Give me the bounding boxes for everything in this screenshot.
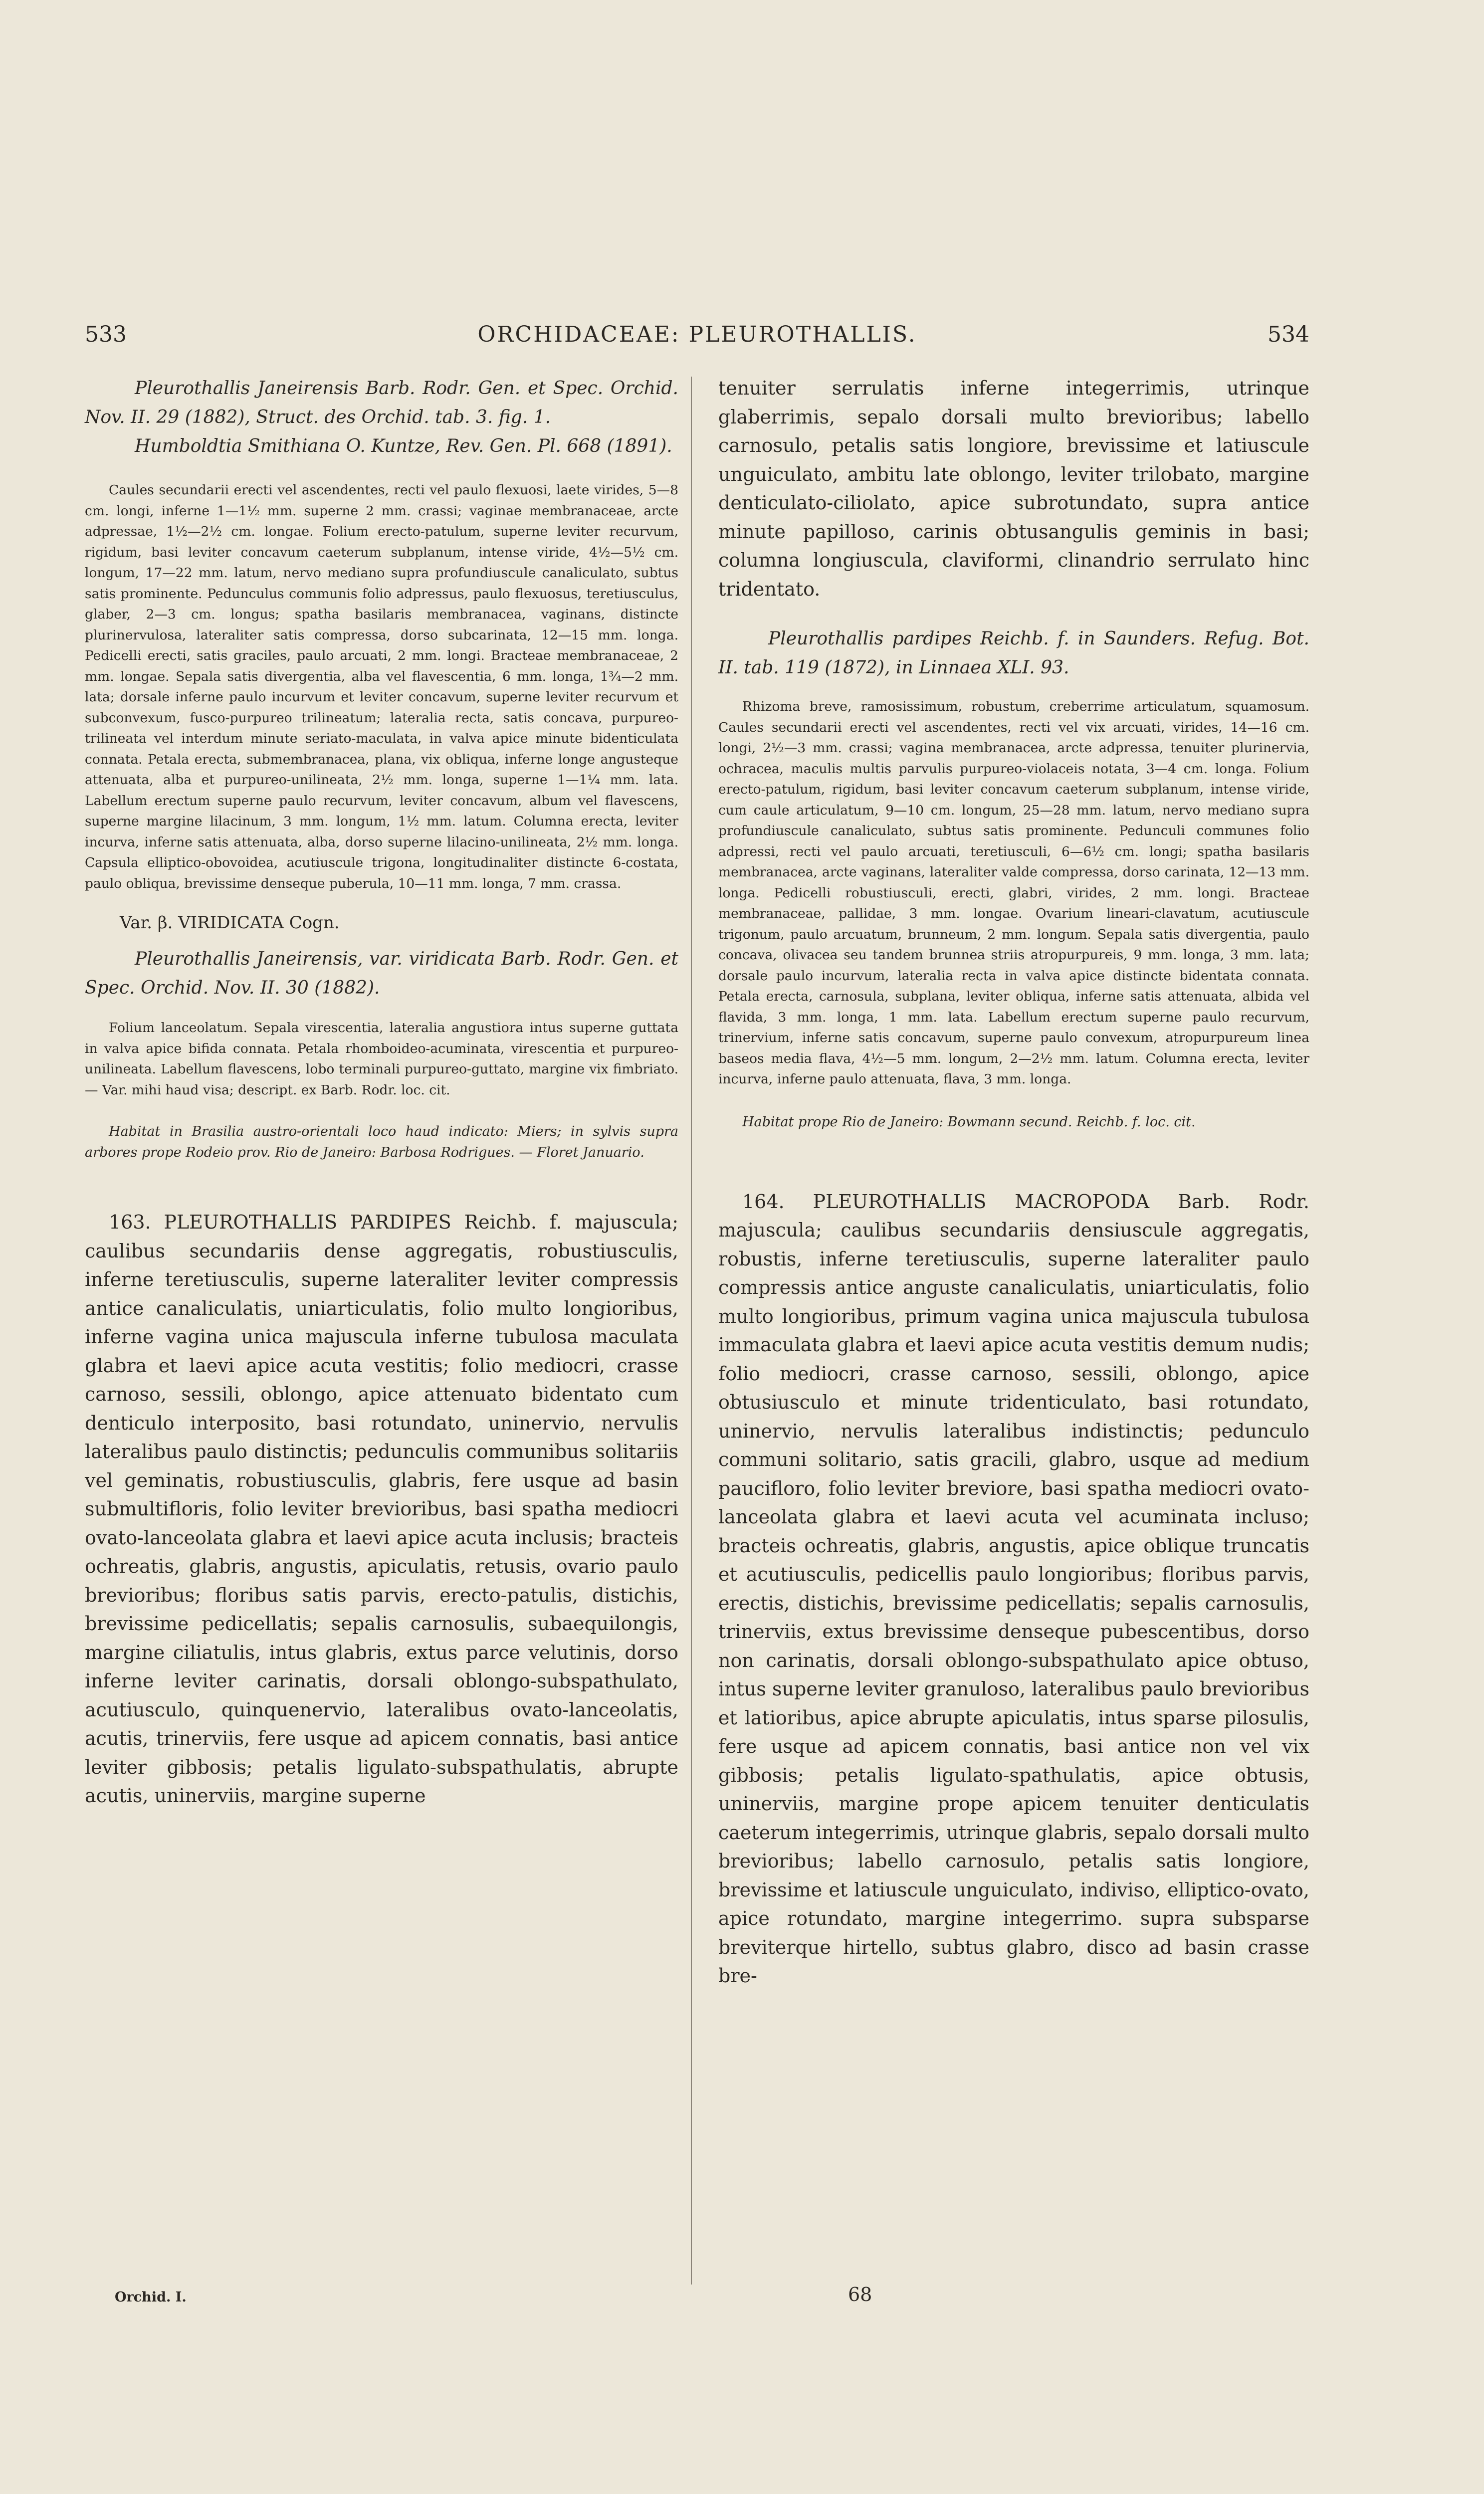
page-number-left: 533: [85, 322, 127, 347]
citation-humboldtia: Humboldtia Smithiana O. Kuntze, Rev. Gen. Pl. 668 (1891).: [135, 436, 672, 456]
habitat-pardipes: Habitat prope Rio de Janeiro: Bowmann secund. Reichb. f. loc. cit.: [742, 1114, 1196, 1130]
running-title: ORCHIDACEAE: PLEUROTHALLIS.: [477, 322, 917, 347]
signature-mark: Orchid. I.: [115, 2289, 187, 2305]
citation-pardipes: Pleurothallis pardipes Reichb. f. in Saunders. Refug. Bot. II. tab. 119 (1872), in Linnaea XLI. 93.: [718, 628, 1309, 678]
citation-janeirensis: Pleurothallis Janeirensis Barb. Rodr. Gen. et Spec. Orchid. Nov. II. 29 (1882), Struct. des Orchid. tab. 3. fig. 1.: [85, 378, 678, 427]
variety-heading: Var. β. VIRIDICATA Cogn.: [120, 913, 340, 933]
species-163-pardipes: 163. PLEUROTHALLIS PARDIPES Reichb. f. majuscula; caulibus secundariis dense aggregatis, robustiusculis, inferne teretiusculis, superne lateraliter leviter compressis antice canaliculatis, uniarticulatis, folio multo longioribus, inferne vagina unica majuscula inferne tubulosa maculata glabra et laevi apice acuta vestitis; folio mediocri, crasse carnoso, sessili, oblongo, apice attenuato bidentato cum denticulo interposito, basi rotundato, uninervio, nervulis lateralibus paulo distinctis; pedunculis communibus solitariis vel geminatis, robustiusculis, glabris, fere usque ad basin submultifloris, folio leviter brevioribus, basi spatha mediocri ovato-lanceolata glabra et laevi apice acuta inclusis; bracteis ochreatis, glabris, angustis, apiculatis, retusis, ovario paulo brevioribus; floribus satis parvis, erecto-patulis, distichis, brevissime pedicellatis; sepalis carnosulis, subaequilongis, margine ciliatulis, intus glabris, extus parce velutinis, dorso inferne leviter carinatis, dorsali oblongo-subspathulato, acutiusculo, quinquenervio, lateralibus ovato-lanceolatis, acutis, trinerviis, fere usque ad apicem connatis, basi antice leviter gibbosis; petalis ligulato-subspathulatis, abrupte acutis, uninerviis, margine superne: [85, 1211, 678, 1807]
column-divider: [691, 377, 692, 2285]
species-164-macropoda: 164. PLEUROTHALLIS MACROPODA Barb. Rodr. majuscula; caulibus secundariis densiuscule aggregatis, robustis, inferne teretiusculis, superne lateraliter paulo compressis antice anguste canaliculatis, uniarticulatis, folio multo longioribus, primum vagina unica majuscula tubulosa immaculata glabra et laevi apice acuta vestitis demum nudis; folio mediocri, crasse carnoso, sessili, oblongo, apice obtusiusculo et minute tridenticulato, basi rotundato, uninervio, nervulis lateralibus indistinctis; pedunculo communi solitario, satis gracili, glabro, usque ad medium paucifloro, folio leviter breviore, basi spatha mediocri ovato-lanceolata glabra et laevi acuta vel acuminata incluso; bracteis ochreatis, glabris, angustis, apice oblique truncatis et acutiusculis, pedicellis paulo longioribus; floribus parvis, erectis, distichis, brevissime pedicellatis; sepalis carnosulis, trinerviis, extus brevissime denseque pubescentibus, dorso non carinatis, dorsali oblongo-subspathulato apice obtuso, intus superne leviter granuloso, lateralibus paulo brevioribus et latioribus, apice abrupte apiculatis, intus sparse pilosulis, fere usque ad apicem connatis, basi antice non vel vix gibbosis; petalis ligulato-spathulatis, apice obtusis, uninerviis, margine prope apicem tenuiter denticulatis caeterum integerrimis, utrinque glabris, sepalo dorsali multo brevioribus; labello carnosulo, petalis satis longiore, brevissime et latiuscule unguiculato, indiviso, elliptico-ovato, apice rotundato, margine integerrimo. supra subsparse breviterque hirtello, subtus glabro, disco ad basin crasse bre-: [718, 1190, 1309, 1987]
continued-text: tenuiter serrulatis inferne integerrimis, utrinque glaberrimis, sepalo dorsali multo brevioribus; labello carnosulo, petalis satis longiore, brevissime et latiuscule unguiculato, ambitu late oblongo, leviter trilobato, margine denticulato-ciliolato, apice subrotundato, supra antice minute papilloso, carinis obtusangulis geminis in basi; columna longiuscula, claviformi, clinandrio serrulato hinc tridentato.: [718, 377, 1309, 600]
right-column: [718, 374, 1309, 1991]
description-janeirensis: Caules secundarii erecti vel ascendentes, recti vel paulo flexuosi, laete virides, 5—8 cm. longi, inferne 1—1½ mm. superne 2 mm. crassi; vaginae membranaceae, arcte adpressae, 1½—2½ cm. longae. Folium erecto-patulum, superne leviter recurvum, rigidum, basi leviter concavum caeterum subplanum, intense viride, 4½—5½ cm. longum, 17—22 mm. latum, nervo mediano supra profundiuscule canaliculato, subtus satis prominente. Pedunculus communis folio adpressus, paulo flexuosus, teretiusculus, glaber, 2—3 cm. longus; spatha basilaris membranacea, vaginans, distincte plurinervulosa, lateraliter satis compressa, dorso subcarinata, 12—15 mm. longa. Pedicelli erecti, satis graciles, paulo arcuati, 2 mm. longi. Bracteae membranaceae, 2 mm. longae. Sepala satis divergentia, alba vel flavescentia, 6 mm. longa, 1¾—2 mm. lata; dorsale inferne paulo incurvum et leviter concavum, superne leviter recurvum et subconvexum, fusco-purpureo trilineatum; lateralia recta, satis concava, purpureo-trilineata vel interdum minute seriato-maculata, in valva apice minute bidenticulata connata. Petala erecta, submembranacea, plana, vix obliqua, inferne longe angusteque attenuata, alba et purpureo-unilineata, 2½ mm. longa, superne 1—1¼ mm. lata. Labellum erectum superne paulo recurvum, leviter concavum, album vel flavescens, superne margine lilacinum, 3 mm. longum, 1½ mm. latum. Columna erecta, leviter incurva, inferne satis attenuata, alba, dorso superne lilacino-unilineata, 2½ mm. longa. Capsula elliptico-obovoidea, acutiuscule trigona, longitudinaliter distincte 6-costata, paulo obliqua, brevissime denseque puberula, 10—11 mm. longa, 7 mm. crassa.: [85, 482, 678, 891]
gathering-number: 68: [848, 2284, 872, 2305]
left-column: [85, 374, 678, 1811]
citation-viridicata: Pleurothallis Janeirensis, var. viridicata Barb. Rodr. Gen. et Spec. Orchid. Nov. II. 30 (1882).: [85, 949, 678, 998]
habitat-janeirensis: Habitat in Brasilia austro-orientali loco haud indicato: Miers; in sylvis supra arbores prope Rodeio prov. Rio de Janeiro: Barbosa Rodrigues. — Floret Januario.: [85, 1124, 678, 1160]
page-number-right: 534: [1268, 322, 1309, 347]
description-viridicata: Folium lanceolatum. Sepala virescentia, lateralia angustiora intus superne guttata in valva apice bifida connata. Petala rhomboideo-acuminata, virescentia et purpureo-unilineata. Labellum flavescens, lobo terminali purpureo-guttato, margine vix fimbriato. — Var. mihi haud visa; descript. ex Barb. Rodr. loc. cit.: [85, 1020, 678, 1098]
description-pardipes: Rhizoma breve, ramosissimum, robustum, creberrime articulatum, squamosum. Caules secundarii erecti vel ascendentes, recti vel vix arcuati, virides, 14—16 cm. longi, 2½—3 mm. crassi; vagina membranacea, arcte adpressa, tenuiter plurinervia, ochracea, maculis multis parvulis purpureo-violaceis notata, 3—4 cm. longa. Folium erecto-patulum, rigidum, basi leviter concavum caeterum subplanum, intense viride, cum caule articulatum, 9—10 cm. longum, 25—28 mm. latum, nervo mediano supra profundiuscule canaliculato, subtus satis prominente. Pedunculi communes folio adpressi, recti vel paulo arcuati, teretiusculi, 6—6½ cm. longi; spatha basilaris membranacea, arcte vaginans, lateraliter valde compressa, dorso carinata, 12—13 mm. longa. Pedicelli robustiusculi, erecti, glabri, virides, 2 mm. longi. Bracteae membranaceae, pallidae, 3 mm. longae. Ovarium lineari-clavatum, acutiuscule trigonum, paulo arcuatum, brunneum, 2 mm. longum. Sepala satis divergentia, paulo concava, olivacea seu tandem brunnea striis atropurpureis, 9 mm. longa, 3 mm. lata; dorsale paulo incurvum, lateralia recta in valva apice distincte bidentata connata. Petala erecta, carnosula, subplana, leviter obliqua, inferne satis attenuata, albida vel flavida, 3 mm. longa, 1 mm. lata. Labellum erectum superne paulo recurvum, trinervium, inferne satis concavum, superne paulo convexum, atropurpureum linea baseos media flava, 4½—5 mm. longum, 2—2½ mm. latum. Columna erecta, leviter incurva, inferne paulo attenuata, flava, 3 mm. longa.: [718, 699, 1309, 1087]
page-header: [85, 322, 1309, 357]
